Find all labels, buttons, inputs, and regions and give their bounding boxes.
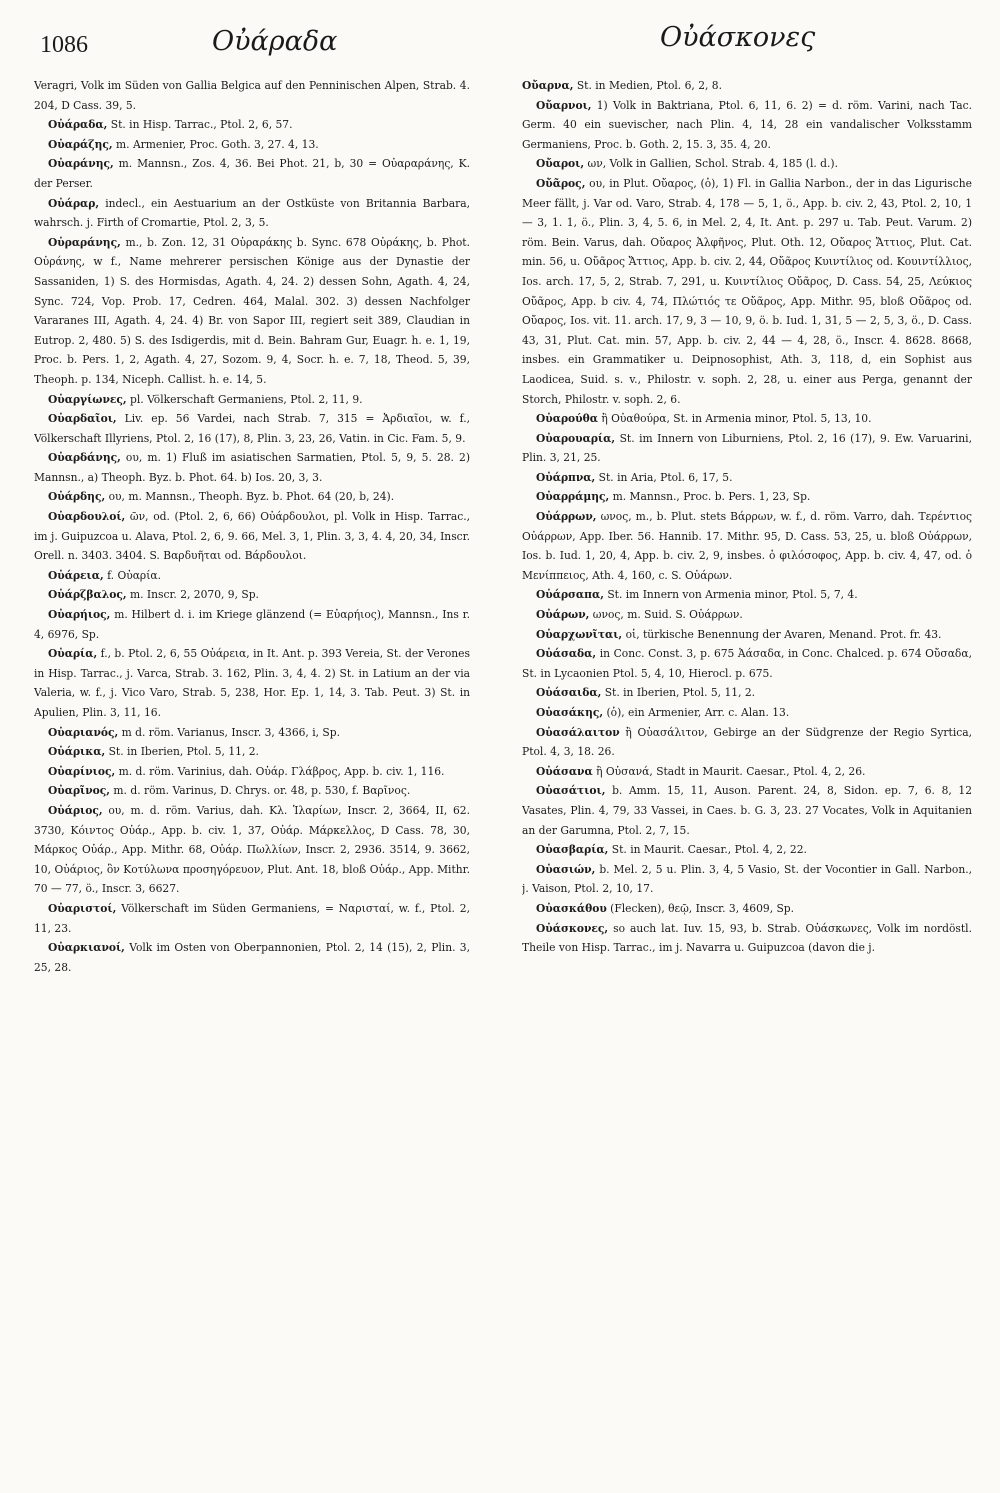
entry-text: Liv. ep. 56 Vardei, nach Strab. 7, 315 = Ἀρδιαῖοι, w. f., Völkerschaft Illyriens, Ptol. 2, 16 (17), 8, Plin. 3, 23, 26, Vatin. in Cic. Fam. 5, 9. [34, 412, 470, 445]
dictionary-entry [34, 742, 470, 762]
entry-headword: Οὐαριανός, [48, 725, 119, 739]
dictionary-entry [34, 585, 470, 605]
entry-headword: Οὐάρικα, [48, 745, 106, 759]
running-head-right: Οὐάσκονες [660, 22, 816, 53]
entry-headword: Οὐάσκονες, [536, 921, 609, 935]
entry-text: m. d. röm. Varinius, dah. Οὐάρ. Γλάβρος, App. b. civ. 1, 116. [118, 764, 445, 778]
dictionary-entry [522, 703, 972, 723]
entry-headword: Οὐασάλαιτον [536, 725, 620, 739]
dictionary-entry [522, 723, 972, 762]
entry-text: b. Amm. 15, 11, Auson. Parent. 24, 8, Sidon. ep. 7, 6. 8, 12 Vasates, Plin. 4, 79, 33 Vassei, in Caes. b. G. 3, 23. 27 Vocates, Volk in Aquitanien an der Garumna, Ptol. 2, 7, 15. [522, 784, 972, 837]
entry-text: (Flecken), θεῷ, Inscr. 3, 4609, Sp. [610, 901, 795, 915]
dictionary-entry [522, 507, 972, 585]
entry-headword: Οὐαρκιανοί, [48, 941, 125, 955]
dictionary-entry [34, 566, 470, 586]
dictionary-entry [522, 468, 972, 488]
entry-headword: Οὐάρδης, [48, 490, 106, 504]
entry-headword: Οὐαρούθα [536, 412, 598, 426]
entry-headword: Οὐάραδα, [48, 118, 108, 132]
entry-headword: Οὐασβαρία, [536, 843, 609, 857]
dictionary-entry [34, 938, 470, 977]
entry-text: m. Inscr. 2, 2070, 9, Sp. [129, 588, 259, 602]
dictionary-entry [522, 683, 972, 703]
entry-text: pl. Völkerschaft Germaniens, Ptol. 2, 11, 9. [130, 392, 363, 406]
entry-headword: Οὐαργίωνες, [48, 392, 127, 406]
entry-text: ου, m. Mannsn., Theoph. Byz. b. Phot. 64 (20, b, 24). [108, 490, 395, 504]
entry-text: ἢ Οὐαθούρα, St. in Armenia minor, Ptol. 5, 13, 10. [601, 412, 872, 426]
entry-headword: Οὐάρρων, [536, 510, 597, 524]
entry-text: m. Mannsn., Zos. 4, 36. Bei Phot. 21, b, 30 = Οὐαραράνης, K. der Perser. [34, 157, 470, 190]
entry-headword: Οὐαρδαῖοι, [48, 412, 117, 426]
entry-text: οἱ, türkische Benennung der Avaren, Menand. Prot. fr. 43. [625, 627, 942, 641]
entry-text: Völkerschaft im Süden Germaniens, = Ναρισταί, w. f., Ptol. 2, 11, 23. [34, 901, 470, 935]
entry-headword: Οὐάσανα [536, 764, 593, 778]
entry-headword: Οὐάσαδα, [536, 647, 597, 661]
dictionary-entry [34, 762, 470, 782]
entry-headword: Οὔᾶρος, [536, 176, 586, 190]
entry-text: f., b. Ptol. 2, 6, 55 Οὐάρεια, in It. Ant. p. 393 Vereia, St. der Verones in Hisp. Tarrac., j. Varca, Strab. 3. 162, Plin. 3, 4, 4. 2) St. in Latium an der via Valeria, w. f., j. Vico Varo, Strab. 5, 238, Hor. Ep. 1, 14, 3. Tab. Peut. 3) St. in Apulien, Plin. 3, 11, 16. [34, 647, 470, 719]
entry-headword: Οὔαροι, [536, 157, 585, 171]
dictionary-entry [34, 801, 470, 899]
dictionary-entry [522, 644, 972, 683]
page-header [0, 22, 1000, 72]
entry-headword: Οὐάριος, [48, 803, 103, 817]
entry-text: m. d. röm. Varinus, D. Chrys. or. 48, p. 530, f. Βαρῖνος. [113, 784, 411, 798]
entry-headword: Οὐάρσαπα, [536, 588, 604, 602]
entry-text: St. in Hisp. Tarrac., Ptol. 2, 6, 57. [110, 118, 293, 132]
dictionary-entry [34, 723, 470, 743]
dictionary-entry [34, 448, 470, 487]
entry-text: ου, m. d. röm. Varius, dah. Κλ. Ἱλαρίων, Inscr. 2, 3664, II, 62. 3730, Κόιντος Οὐάρ., App. b. civ. 1, 37, Οὐάρ. Μάρκελλος, D Cass. 78, 30, Μάρκος Οὐάρ., App. Mithr. 68, Οὐάρ. Πωλλίων, Inscr. 2, 2936. 3514, 9. 3662, 10, Οὐάριος, ὃν Κοτύλωνα προσηγόρευον, Plut. Ant. 18, bloß Οὐάρ., App. Mithr. 70 — 77, ö., Inscr. 3, 6627. [34, 803, 470, 896]
entry-headword: Οὐασάκης, [536, 706, 604, 719]
entry-headword: Οὐαρράμης, [536, 490, 610, 504]
entry-headword: Οὐαρχωνῖται, [536, 627, 623, 641]
entry-headword: Οὔαρνοι, [536, 98, 592, 112]
dictionary-entry [522, 781, 972, 840]
dictionary-entry [34, 507, 470, 566]
entry-headword: Οὐάρζβαλος, [48, 588, 127, 602]
entry-text: Veragri, Volk im Süden von Gallia Belgica auf den Penninischen Alpen, Strab. 4. 204, D Cass. 39, 5. [34, 79, 470, 112]
dictionary-entry [34, 76, 470, 115]
dictionary-entry [34, 899, 470, 938]
dictionary-entry [34, 135, 470, 155]
dictionary-entry [34, 644, 470, 722]
dictionary-entry [522, 840, 972, 860]
entry-headword: Οὐάρεια, [48, 568, 104, 582]
entry-text: ῶν, od. (Ptol. 2, 6, 66) Οὐάρδουλοι, pl. Volk in Hisp. Tarrac., im j. Guipuzcoa u. Alava, Ptol. 2, 6, 9. 66, Mel. 3, 1, Plin. 3, 3, 4. 4, 20, 34, Inscr. Orell. n. 3403. 3404. S. Βαρδυῆται od. Βάρδουλοι. [34, 510, 470, 563]
dictionary-entry [34, 781, 470, 801]
entry-headword: Οὐάρπνα, [536, 470, 596, 484]
entry-text: St. im Innern von Liburniens, Ptol. 2, 16 (17), 9. Ew. Varuarini, Plin. 3, 21, 25. [522, 431, 972, 465]
entry-text: ἢ Οὐσανά, Stadt in Maurit. Caesar., Ptol. 4, 2, 26. [596, 764, 866, 778]
entry-headword: Οὐασιών, [536, 862, 596, 876]
entry-text: St. im Innern von Armenia minor, Ptol. 5, 7, 4. [607, 588, 858, 602]
dictionary-entry [522, 96, 972, 155]
dictionary-entry [34, 390, 470, 410]
entry-text: m. Hilbert d. i. im Kriege glänzend (= Εὐαρήιος), Mannsn., Ins r. 4, 6976, Sp. [34, 608, 470, 641]
entry-text: so auch lat. Iuv. 15, 93, b. Strab. Οὐάσκωνες, Volk im nordöstl. Theile von Hisp. Tarrac., im j. Navarra u. Guipuzcoa (davon die j. [522, 921, 972, 955]
dictionary-entry [522, 409, 972, 429]
entry-text: m. Armenier, Proc. Goth. 3, 27. 4, 13. [116, 137, 319, 151]
entry-headword: Οὐαρδάνης, [48, 451, 121, 465]
entry-headword: Οὐασκάθου [536, 901, 607, 915]
entry-headword: Οὐαρουαρία, [536, 431, 616, 445]
entry-text: St. in Iberien, Ptol. 5, 11, 2. [604, 686, 756, 700]
dictionary-entry [34, 154, 470, 193]
entry-text: (ὁ), ein Armenier, Arr. c. Alan. 13. [606, 706, 790, 719]
entry-text: ωνος, m. Suid. S. Οὐάρρων. [592, 608, 743, 622]
entry-text: St. in Iberien, Ptol. 5, 11, 2. [108, 745, 259, 759]
left-column [34, 76, 470, 977]
entry-headword: Οὐαρῖνος, [48, 784, 111, 798]
dictionary-entry [522, 174, 972, 409]
entry-headword: Οὐαράζης, [48, 137, 113, 151]
entry-text: 1) Volk in Baktriana, Ptol. 6, 11, 6. 2) = d. röm. Varini, nach Tac. Germ. 40 ein suevischer, nach Plin. 4, 14, 28 ein vandalischer Volksstamm Germaniens, Proc. b. Goth. 2, 15. 3, 35. 4, 20. [522, 98, 972, 151]
entry-text: in Conc. Const. 3, p. 675 Ἀάσαδα, in Conc. Chalced. p. 674 Οὔσαδα, St. in Lycaonien Ptol. 5, 4, 10, Hierocl. p. 675. [522, 647, 972, 680]
entry-text: Volk im Osten von Oberpannonien, Ptol. 2, 14 (15), 2, Plin. 3, 25, 28. [34, 941, 470, 974]
entry-headword: Οὐάρων, [536, 608, 590, 622]
running-head-left: Οὐάραδα [212, 26, 338, 57]
entry-headword: Οὐάραρ, [48, 196, 100, 210]
entry-headword: Οὐάσαιδα, [536, 686, 602, 700]
entry-headword: Οὔαρνα, [522, 79, 574, 92]
dictionary-entry [34, 487, 470, 507]
entry-text: St. in Maurit. Caesar., Ptol. 4, 2, 22. [611, 843, 807, 857]
entry-text: ωνος, m., b. Plut. stets Βάρρων, w. f., d. röm. Varro, dah. Τερέντιος Οὐάρρων, App. Iber. 56. Hannib. 17. Mithr. 95, D. Cass. 53, 25, u. bloß Οὐάρρων, Ios. b. Iud. 1, 20, 4, App. b. civ. 2, 9, insbes. ὁ φιλόσοφος, App. b. civ. 4, 47, od. ὁ Μενίππειος, Ath. 4, 160, c. S. Οὐάρων. [522, 510, 972, 582]
dictionary-entry [522, 919, 972, 958]
entry-headword: Οὐαριστοί, [48, 901, 117, 915]
entry-text: ἢ Οὐασάλιτον, Gebirge an der Südgrenze der Regio Syrtica, Ptol. 4, 3, 18. 26. [522, 725, 972, 759]
entry-text: f. Οὐαρία. [107, 568, 162, 582]
dictionary-entry [34, 233, 470, 390]
entry-text: ων, Volk in Gallien, Schol. Strab. 4, 185 (l. d.). [587, 157, 838, 171]
entry-headword: Οὐαρδουλοί, [48, 510, 126, 524]
entry-text: ου, m. 1) Fluß im asiatischen Sarmatien, Ptol. 5, 9, 5. 28. 2) Mannsn., a) Theoph. Byz. b. Phot. 64. b) Ios. 20, 3, 3. [34, 451, 470, 484]
dictionary-entry [522, 762, 972, 782]
entry-text: m d. röm. Varianus, Inscr. 3, 4366, i, Sp. [121, 725, 340, 739]
entry-headword: Οὐαρία, [48, 647, 98, 661]
entry-headword: Οὐαρήιος, [48, 608, 111, 622]
entry-headword: Οὐαρίνιος, [48, 764, 116, 778]
dictionary-entry [522, 899, 972, 919]
right-column [522, 76, 972, 958]
dictionary-entry [522, 154, 972, 174]
dictionary-entry [34, 115, 470, 135]
dictionary-entry [522, 605, 972, 625]
page-number: 1086 [40, 32, 88, 58]
dictionary-entry [522, 585, 972, 605]
dictionary-entry [522, 76, 972, 96]
entry-text: m., b. Zon. 12, 31 Οὐραράκης b. Sync. 678 Οὐράκης, b. Phot. Οὐράνης, w f., Name mehrerer persischen Könige aus der Dynastie der Sassaniden, 1) S. des Hormisdas, Agath. 4, 24. 2) dessen Sohn, Agath. 4, 24, Sync. 724, Vop. Prob. 17, Cedren. 464, Malal. 302. 3) dessen Nachfolger Vararanes III, Agath. 4, 24. 4) Br. von Sapor III, regiert seit 389, Claudian in Eutrop. 2, 480. 5) S. des Isdigerdis, mit d. Bein. Bahram Gur, Euagr. h. e. 1, 19, Proc. b. Pers. 1, 2, Agath. 4, 27, Sozom. 9, 4, Socr. h. e. 7, 18, Theod. 5, 39, Theoph. p. 134, Niceph. Callist. h. e. 14, 5. [34, 235, 470, 386]
entry-text: ου, in Plut. Οὔαρος, (ὁ), 1) Fl. in Gallia Narbon., der in das Ligurische Meer fällt, j. Var od. Varo, Strab. 4, 178 — 5, 1, ö., App. b. civ. 2, 43, Ptol. 2, 10, 1 — 3, 1. 1, ö., Plin. 3, 4, 5. 6, in Mel. 2, 4, It. Ant. p. 297 u. Tab. Peut. Varum. 2) röm. Bein. Varus, dah. Οὔαρος Ἀλφῆνος, Plut. Oth. 12, Οὔαρος Ἄττιος, Plut. Cat. min. 56, u. Οὔᾶρος Ἄττιος, App. b. civ. 2, 44, Οὔᾶρος Κυιντίλιος od. Κουιντίλλιος, Ios. arch. 17, 5, 2, Strab. 7, 291, u. Κυιντίλιος Οὔᾶρος, D. Cass. 54, 25, Λεύκιος Οὔᾶρος, App. b civ. 4, 74, Πλώτιός τε Οὔᾶρος, App. Mithr. 95, bloß Οὔᾶρος od. Οὔαρος, Ios. vit. 11. arch. 17, 9, 3 — 10, 9, ö. b. Iud. 1, 31, 5 — 2, 5, 3, ö., D. Cass. 43, 31, Plut. Cat. min. 57, App. b. civ. 2, 44 — 4, 28, ö., Inscr. 4. 8628. 8668, insbes. ein Grammatiker u. Deipnosophist, Ath. 3, 118, d, ein Sophist aus Laodicea, Suid. s. v., Philostr. v. soph. 2, 28, u. einer aus Perga, genannt der Storch, Philostr. v. soph. 2, 6. [522, 176, 972, 406]
entry-text: St. in Aria, Ptol. 6, 17, 5. [598, 470, 733, 484]
entry-text: b. Mel. 2, 5 u. Plin. 3, 4, 5 Vasio, St. der Vocontier in Gall. Narbon., j. Vaison, Ptol. 2, 10, 17. [522, 862, 972, 896]
dictionary-entry [34, 194, 470, 233]
entry-headword: Οὐαράνης, [48, 157, 114, 171]
entry-headword: Οὐραράνης, [48, 235, 121, 249]
dictionary-entry [522, 625, 972, 645]
entry-text: St. in Medien, Ptol. 6, 2, 8. [576, 79, 722, 92]
dictionary-entry [522, 860, 972, 899]
entry-text: m. Mannsn., Proc. b. Pers. 1, 23, Sp. [612, 490, 811, 504]
dictionary-entry [522, 487, 972, 507]
dictionary-entry [522, 429, 972, 468]
dictionary-entry [34, 409, 470, 448]
entry-headword: Οὐασάτιοι, [536, 784, 606, 798]
entry-text: indecl., ein Aestuarium an der Ostküste von Britannia Barbara, wahrsch. j. Firth of Cromartie, Ptol. 2, 3, 5. [34, 196, 470, 230]
dictionary-entry [34, 605, 470, 644]
